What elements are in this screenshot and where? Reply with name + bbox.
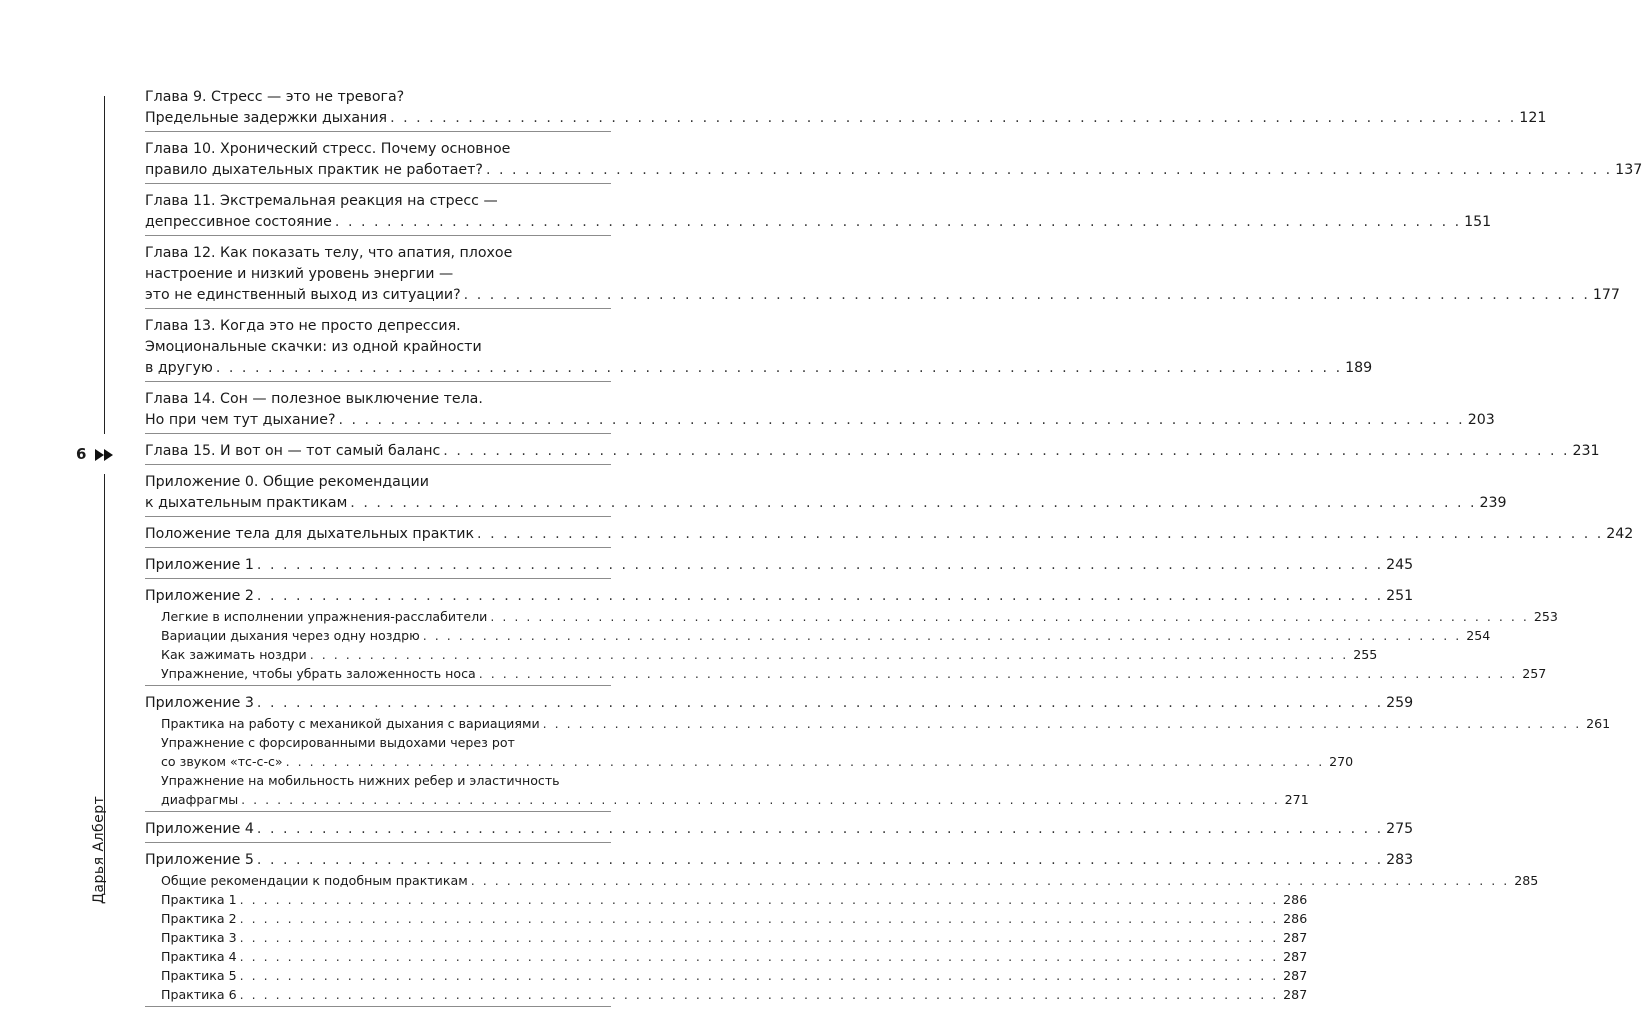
margin-rule-top	[104, 96, 105, 434]
toc-entry	[145, 87, 1547, 132]
toc-page-number: 287	[1283, 949, 1308, 964]
toc-entry	[145, 524, 1634, 548]
toc-subentry-line	[145, 790, 1309, 809]
toc-page-number: 239	[1479, 495, 1507, 511]
toc-page-number: 245	[1386, 557, 1414, 573]
toc-entry-line	[145, 212, 1492, 233]
dot-leader	[254, 819, 1386, 840]
toc-title: Приложение 3	[145, 695, 254, 711]
dot-leader	[332, 212, 1464, 233]
toc-page-number: 121	[1519, 110, 1547, 126]
toc-entry	[145, 316, 1373, 382]
toc-subentry-line	[145, 752, 1354, 771]
toc-entry-line	[145, 410, 1495, 431]
page-number: 6	[76, 445, 87, 463]
toc-entry-line	[145, 493, 1507, 514]
toc-title: Но при чем тут дыхание?	[145, 412, 336, 428]
toc-entry	[145, 139, 1642, 184]
toc-title: депрессивное состояние	[145, 214, 332, 230]
dot-leader	[254, 586, 1386, 607]
toc-entry-line	[145, 139, 611, 160]
dot-leader	[307, 645, 1352, 664]
toc-subentry-line	[145, 626, 1491, 645]
toc-page-number: 259	[1386, 695, 1414, 711]
dot-leader	[487, 607, 1532, 626]
dot-leader	[347, 493, 1479, 514]
dot-leader	[336, 410, 1468, 431]
toc-page-number: 287	[1283, 968, 1308, 983]
toc-title: Глава 15. И вот он — тот самый баланс	[145, 443, 441, 459]
toc-title: настроение и низкий уровень энергии —	[145, 266, 454, 282]
toc-subentry-line	[145, 607, 1558, 626]
toc-entry	[145, 555, 1414, 579]
toc-subentry-line	[145, 771, 611, 790]
toc-title: это не единственный выход из ситуации?	[145, 287, 461, 303]
toc-page-number: 287	[1283, 930, 1308, 945]
toc-title: Глава 9. Стресс — это не тревога?	[145, 89, 405, 105]
toc-title: Предельные задержки дыхания	[145, 110, 388, 126]
toc-title: Приложение 0. Общие рекомендации	[145, 474, 429, 490]
toc-entry-line	[145, 524, 1634, 545]
toc-entry-line	[145, 358, 1373, 379]
dot-leader	[420, 626, 1465, 645]
double-arrow-icon	[93, 448, 117, 462]
table-of-contents	[145, 87, 1642, 1014]
dot-leader	[213, 358, 1345, 379]
toc-title: Как зажимать ноздри	[161, 647, 307, 662]
toc-entry	[145, 243, 1620, 309]
toc-title: Глава 10. Хронический стресс. Почему основное	[145, 141, 511, 157]
toc-subentry-line	[145, 645, 1378, 664]
toc-subentry-line	[145, 890, 1308, 909]
dot-leader	[237, 890, 1282, 909]
toc-page-number: 287	[1283, 987, 1308, 1002]
toc-entry	[145, 389, 1495, 434]
toc-page-number: 254	[1466, 628, 1491, 643]
dot-leader	[283, 752, 1328, 771]
toc-title: в другую	[145, 360, 213, 376]
toc-entry-line	[145, 191, 611, 212]
toc-title: правило дыхательных практик не работает?	[145, 162, 483, 178]
toc-page-number: 251	[1386, 588, 1414, 604]
toc-entry-line	[145, 160, 1642, 181]
toc-title: Вариации дыхания через одну ноздрю	[161, 628, 420, 643]
toc-page-number: 137	[1615, 162, 1642, 178]
toc-entry	[145, 472, 1507, 517]
toc-entry-line	[145, 285, 1620, 306]
dot-leader	[483, 160, 1615, 181]
toc-title: Общие рекомендации к подобным практикам	[161, 873, 468, 888]
toc-title: Приложение 1	[145, 557, 254, 573]
toc-subentry-line	[145, 714, 1611, 733]
toc-entry-line	[145, 337, 611, 358]
dot-leader	[254, 555, 1386, 576]
toc-page-number: 261	[1586, 716, 1611, 731]
dot-leader	[237, 947, 1282, 966]
toc-page-number: 151	[1464, 214, 1492, 230]
toc-page-number: 231	[1572, 443, 1600, 459]
toc-page-number: 203	[1467, 412, 1495, 428]
toc-subentry-line	[145, 985, 1308, 1004]
toc-entry-line	[145, 472, 611, 493]
toc-title: Глава 11. Экстремальная реакция на стресс —	[145, 193, 498, 209]
toc-entry	[145, 819, 1414, 843]
toc-subentry-line	[145, 966, 1308, 985]
toc-title: Глава 13. Когда это не просто депрессия.	[145, 318, 461, 334]
toc-subentry-line	[145, 947, 1308, 966]
toc-title: Глава 12. Как показать телу, что апатия, плохое	[145, 245, 513, 261]
dot-leader	[237, 909, 1282, 928]
toc-title: Практика 3	[161, 930, 237, 945]
toc-entry-line	[145, 819, 1414, 840]
toc-entry-line	[145, 243, 611, 264]
toc-entry	[145, 586, 1558, 686]
toc-page-number: 286	[1283, 892, 1308, 907]
toc-title: Глава 14. Сон — полезное выключение тела.	[145, 391, 483, 407]
dot-leader	[238, 790, 1283, 809]
toc-page-number: 270	[1329, 754, 1354, 769]
toc-subentry-line	[145, 664, 1547, 683]
toc-title: Практика на работу с механикой дыхания с вариациями	[161, 716, 540, 731]
toc-entry-line	[145, 316, 611, 337]
toc-title: Положение тела для дыхательных практик	[145, 526, 475, 542]
toc-page-number: 242	[1606, 526, 1634, 542]
toc-entry-line	[145, 389, 611, 410]
toc-title: Практика 6	[161, 987, 237, 1002]
toc-title: диафрагмы	[161, 792, 239, 807]
toc-entry-line	[145, 108, 1547, 129]
toc-entry	[145, 441, 1600, 465]
dot-leader	[254, 850, 1386, 871]
toc-page-number: 285	[1514, 873, 1539, 888]
toc-subentry-line	[145, 909, 1308, 928]
toc-entry-line	[145, 441, 1600, 462]
running-author: Дарья Алберт	[91, 795, 107, 904]
toc-subentry-line	[145, 871, 1539, 890]
toc-entry-line	[145, 586, 1414, 607]
toc-title: Практика 2	[161, 911, 237, 926]
toc-title: Легкие в исполнении упражнения-расслабители	[161, 609, 488, 624]
dot-leader	[540, 714, 1585, 733]
toc-page-number: 275	[1386, 821, 1414, 837]
toc-page-number: 271	[1284, 792, 1309, 807]
toc-title: Практика 4	[161, 949, 237, 964]
dot-leader	[387, 108, 1519, 129]
dot-leader	[474, 524, 1606, 545]
toc-entry	[145, 850, 1539, 1007]
toc-entry-line	[145, 264, 611, 285]
toc-title: Практика 5	[161, 968, 237, 983]
toc-title: Практика 1	[161, 892, 237, 907]
toc-title: Упражнение с форсированными выдохами через рот	[161, 735, 515, 750]
toc-page-number: 253	[1533, 609, 1558, 624]
toc-page-number: 189	[1345, 360, 1373, 376]
toc-title: Приложение 5	[145, 852, 254, 868]
toc-subentry-line	[145, 733, 611, 752]
toc-page-number: 177	[1592, 287, 1620, 303]
toc-title: со звуком «тс-с-с»	[161, 754, 283, 769]
toc-page-number: 257	[1522, 666, 1547, 681]
toc-page-number: 286	[1283, 911, 1308, 926]
toc-title: Эмоциональные скачки: из одной крайности	[145, 339, 482, 355]
dot-leader	[237, 966, 1282, 985]
toc-entry	[145, 693, 1611, 812]
dot-leader	[237, 928, 1282, 947]
toc-entry-line	[145, 87, 611, 108]
dot-leader	[440, 441, 1572, 462]
dot-leader	[254, 693, 1386, 714]
toc-subentry-line	[145, 928, 1308, 947]
toc-page-number: 283	[1386, 852, 1414, 868]
toc-entry-line	[145, 555, 1414, 576]
toc-entry-line	[145, 850, 1414, 871]
toc-page-number: 255	[1353, 647, 1378, 662]
toc-entry	[145, 191, 1492, 236]
dot-leader	[468, 871, 1513, 890]
dot-leader	[461, 285, 1593, 306]
toc-title: Упражнение на мобильность нижних ребер и эластичность	[161, 773, 560, 788]
toc-title: Приложение 4	[145, 821, 254, 837]
toc-entry-line	[145, 693, 1414, 714]
toc-title: Приложение 2	[145, 588, 254, 604]
dot-leader	[476, 664, 1521, 683]
toc-title: к дыхательным практикам	[145, 495, 348, 511]
toc-title: Упражнение, чтобы убрать заложенность носа	[161, 666, 476, 681]
dot-leader	[237, 985, 1282, 1004]
